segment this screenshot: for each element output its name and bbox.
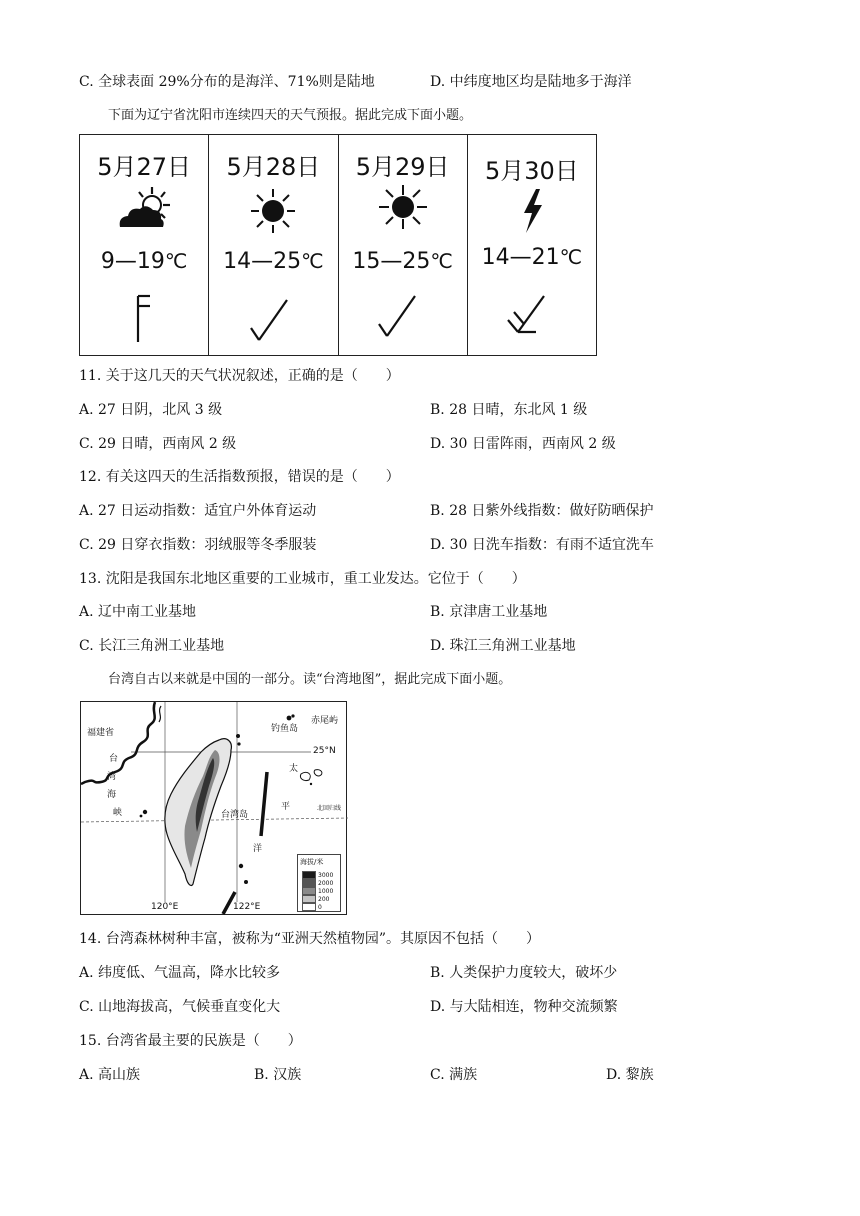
q14-option-a: A. 纬度低、气温高，降水比较多 [79, 965, 281, 981]
q11-option-c: C. 29 日晴，西南风 2 级 [79, 436, 237, 452]
q12-option-d: D. 30 日洗车指数：有雨不适宜洗车 [430, 537, 654, 553]
label-ocean-3: 洋 [253, 844, 263, 854]
lightning-icon [500, 183, 564, 239]
southwest-wind-level1-icon [243, 290, 303, 346]
weather-day-4 [468, 135, 596, 355]
legend-title: 海拔/米 [300, 858, 324, 866]
sun-icon [241, 183, 305, 239]
q14-option-c: C. 山地海拔高，气候垂直变化大 [79, 999, 281, 1015]
q14-stem: 14. 台湾森林树种丰富，被称为“亚洲天然植物园”。其原因不包括（ ） [79, 931, 541, 947]
q12-option-c: C. 29 日穿衣指数：羽绒服等冬季服装 [79, 537, 317, 553]
label-strait-1: 台 [109, 754, 119, 764]
label-lon120: 120°E [151, 902, 179, 912]
q12-option-b: B. 28 日紫外线指数：做好防晒保护 [430, 503, 654, 519]
q14-option-d: D. 与大陆相连，物种交流频繁 [430, 999, 618, 1015]
weather-day-2 [209, 135, 338, 355]
q13-option-d: D. 珠江三角洲工业基地 [430, 638, 576, 654]
label-ocean-1: 太 [289, 764, 299, 774]
label-lat25: 25°N [313, 746, 336, 756]
weather-day-1 [80, 135, 209, 355]
label-strait-4: 峡 [113, 808, 123, 818]
label-chiwei: 赤尾屿 [311, 716, 339, 726]
legend-row: 200 [302, 895, 329, 903]
cloudy-sun-icon [112, 183, 176, 239]
weather-intro: 下面为辽宁省沈阳市连续四天的天气预报。据此完成下面小题。 [108, 108, 473, 123]
label-taiwan-island: 台湾岛 [221, 810, 249, 820]
label-ocean-2: 平 [281, 802, 291, 812]
label-fujian: 福建省 [87, 728, 115, 738]
weather-date: 5月28日 [226, 153, 321, 181]
q11-option-b: B. 28 日晴，东北风 1 级 [430, 402, 588, 418]
taiwan-intro: 台湾自古以来就是中国的一部分。读“台湾地图”，据此完成下面小题。 [108, 672, 512, 687]
q15-option-a: A. 高山族 [79, 1067, 141, 1083]
label-strait-3: 海 [107, 790, 117, 800]
q10-option-d: D. 中纬度地区均是陆地多于海洋 [430, 74, 632, 90]
q15-stem: 15. 台湾省最主要的民族是（ ） [79, 1033, 302, 1049]
q15-option-b: B. 汉族 [254, 1067, 302, 1083]
q10-option-c: C. 全球表面 29%分布的是海洋、71%则是陆地 [79, 74, 375, 90]
sun-icon [371, 183, 435, 239]
weather-date: 5月30日 [484, 157, 579, 185]
taiwan-map [80, 701, 347, 915]
q12-option-a: A. 27 日运动指数：适宜户外体育运动 [79, 503, 317, 519]
weather-day-3 [339, 135, 468, 355]
label-diaoyu: 钓鱼岛 [271, 724, 299, 734]
q11-option-a: A. 27 日阴，北风 3 级 [79, 402, 223, 418]
label-strait-2: 湾 [107, 772, 117, 782]
legend-row: 0 [302, 903, 322, 911]
southwest-wind-level1-icon [373, 290, 433, 346]
q13-stem: 13. 沈阳是我国东北地区重要的工业城市，重工业发达。它位于（ ） [79, 571, 526, 587]
q14-option-b: B. 人类保护力度较大，破坏少 [430, 965, 618, 981]
q13-option-c: C. 长江三角洲工业基地 [79, 638, 225, 654]
southwest-wind-level2-icon [502, 290, 562, 346]
temperature-range: 14—21℃ [481, 245, 583, 270]
weather-date: 5月27日 [97, 153, 192, 181]
label-lon122: 122°E [233, 902, 261, 912]
q11-stem: 11. 关于这几天的天气状况叙述，正确的是（ ） [79, 368, 400, 384]
q15-option-d: D. 黎族 [606, 1067, 654, 1083]
north-wind-level3-icon [114, 290, 174, 346]
temperature-range: 9—19℃ [100, 249, 188, 274]
weather-date: 5月29日 [355, 153, 450, 181]
legend-row: 2000 [302, 879, 333, 887]
legend-row: 1000 [302, 887, 333, 895]
temperature-range: 14—25℃ [223, 249, 324, 274]
elevation-legend [297, 854, 341, 912]
q13-option-b: B. 京津唐工业基地 [430, 604, 548, 620]
temperature-range: 15—25℃ [352, 249, 453, 274]
q13-option-a: A. 辽中南工业基地 [79, 604, 197, 620]
q12-stem: 12. 有关这四天的生活指数预报，错误的是（ ） [79, 469, 400, 485]
q15-option-c: C. 满族 [430, 1067, 478, 1083]
legend-row: 3000 [302, 871, 333, 879]
weather-forecast-table [79, 134, 597, 356]
q11-option-d: D. 30 日雷阵雨，西南风 2 级 [430, 436, 616, 452]
label-tropic: 北回归线 [317, 805, 342, 812]
